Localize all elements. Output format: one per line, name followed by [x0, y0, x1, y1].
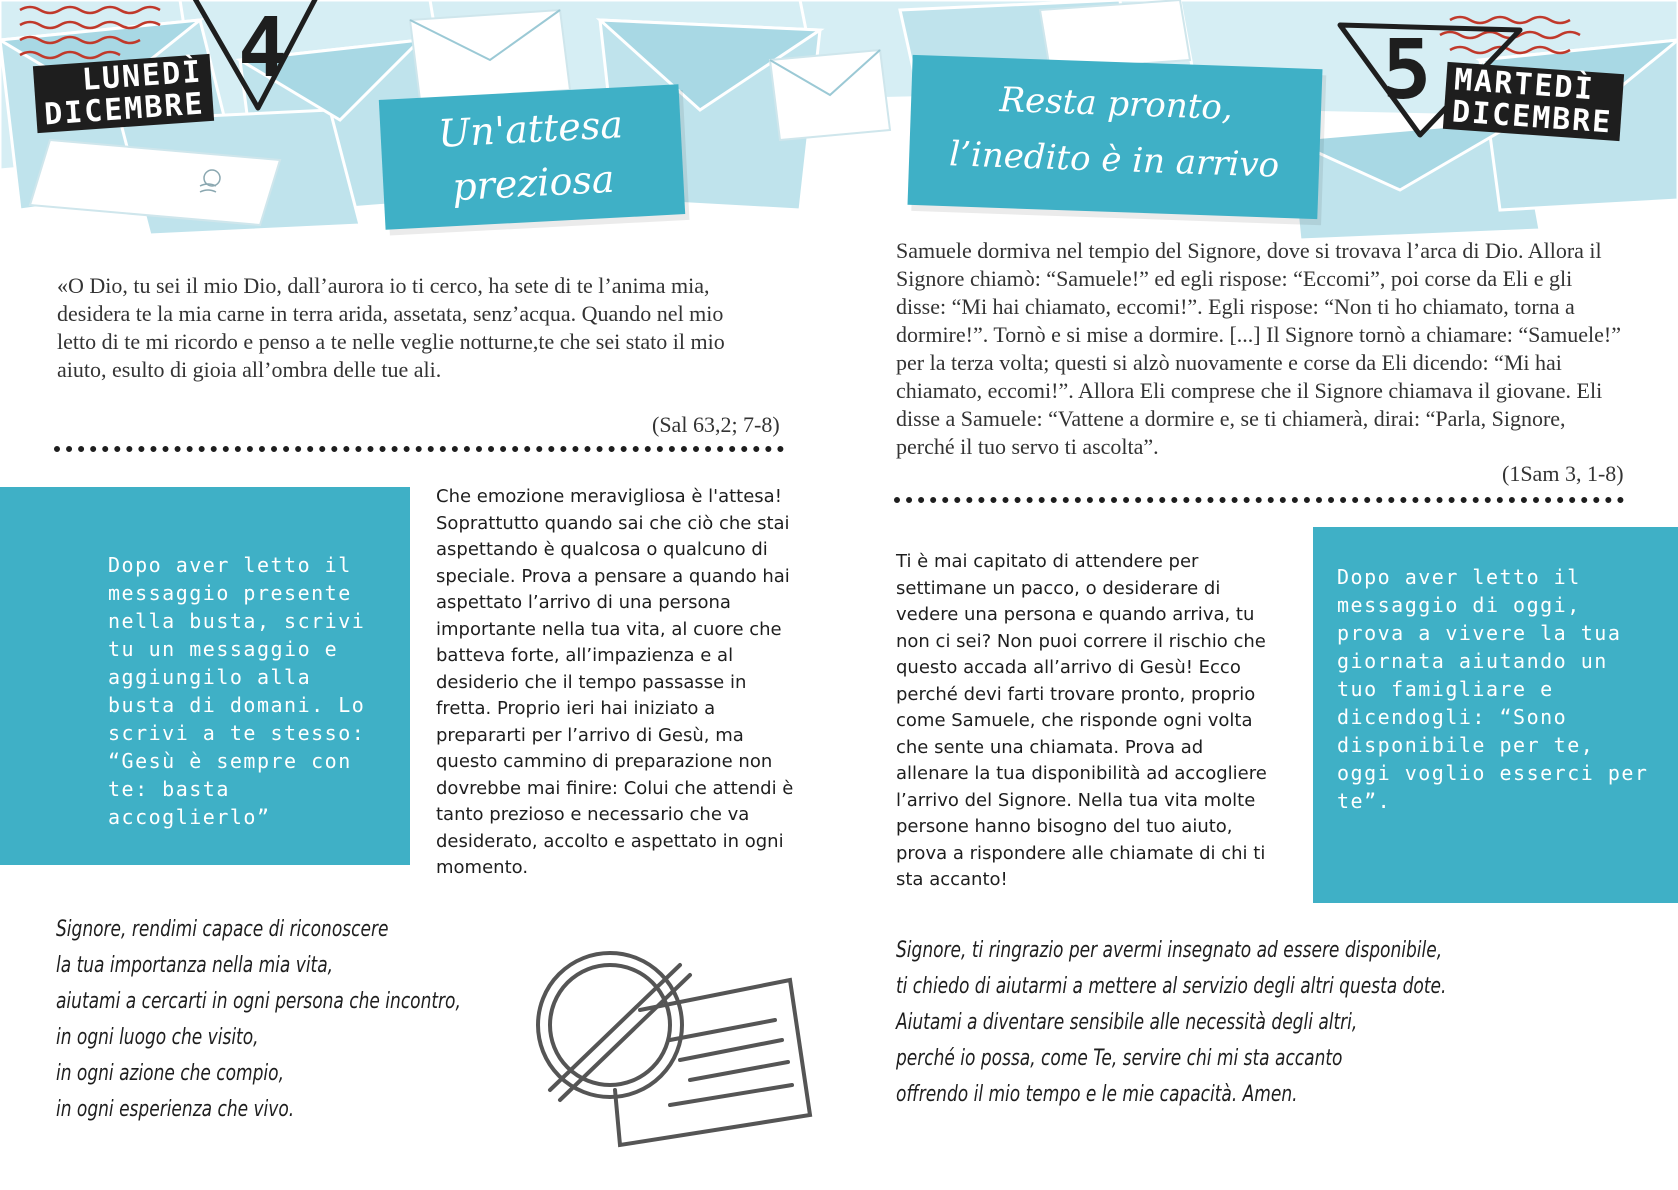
month-left: DICEMBRE [43, 85, 206, 133]
date-label-right [1443, 62, 1624, 141]
prayer-left-line: aiutami a cercarti in ogni persona che incontro, [56, 989, 461, 1014]
prayer-right-line: Aiutami a diventare sensibile alle necessità degli altri, [896, 1010, 1358, 1035]
reflection-left: Che emozione meravigliosa è l'attesa! Soprattutto quando sai che ciò che stai aspettando è qualcosa o qualcuno di speciale. Prova a pensare a quando hai aspettato l’arrivo di una persona importante nella tua vita, al cuore che batteva forte, all’impazienza e al desiderio che il tempo passasse in fretta. Proprio ieri hai iniziato a prepararti per l’arrivo di Gesù, ma questo cammino di preparazione non dovrebbe mai finire: Colui che attendi è tanto prezioso e necessario che va desiderato, accolto e aspettato in ogni momento. [436, 486, 794, 878]
reference-right: (1Sam 3, 1-8) [1502, 461, 1624, 486]
weekday-left: LUNEDÌ [80, 54, 204, 98]
dotted-divider-left [54, 446, 784, 452]
title-right-line2: l’inedito è in arrivo [948, 134, 1280, 186]
title-right-line1: Resta pronto, [998, 79, 1234, 129]
prayer-left-line: in ogni luogo che visito, [56, 1025, 259, 1050]
prayer-left-line: in ogni esperienza che vivo. [56, 1097, 295, 1122]
reference-left: (Sal 63,2; 7-8) [652, 412, 780, 437]
prayer-right [896, 933, 1446, 1113]
day-number-right: 5 [1382, 23, 1432, 118]
title-left-line2: preziosa [451, 156, 616, 210]
day-number-left: 4 [238, 1, 288, 96]
scripture-right: Samuele dormiva nel tempio del Signore, dove si trovava l’arca di Dio. Allora il Signore chiamò: “Samuele!” ed egli rispose: “Eccomi”, poi corse da Eli e gli disse: “Mi hai chiamato, eccomi!”. Egli rispose: “Non ti ho chiamato, torna a dormire!”. Tornò e si mise a dormire. [...] Il Signore tornò a chiamare: “Samuele!” per la terza volta; questi si alzò nuovamente e corse da Eli dicendo: “Mi hai chiamato, eccomi!”. Allora Eli comprese che il Signore chiamava il giovane. Eli disse a Samuele: “Vattene a dormire e, se ti chiamerà, dirai: “Parla, Signore, perché il tuo servo ti ascolta”. [896, 238, 1622, 459]
prayer-left-line: la tua importanza nella mia vita, [56, 953, 334, 978]
dotted-divider-right [894, 497, 1624, 503]
title-left-line1: Un'attesa [437, 102, 624, 156]
prayer-right-line: offrendo il mio tempo e le mie capacità. Amen. [896, 1082, 1298, 1107]
activity-box-right: Dopo aver letto il messaggio di oggi, prova a vivere la tua giornata aiutando un tuo famigliare e dicendogli: “Sono disponibile per te, oggi voglio esserci per te”. [1313, 527, 1678, 903]
month-right: DICEMBRE [1450, 93, 1614, 141]
prayer-left-line: in ogni azione che compio, [56, 1061, 284, 1086]
title-banner-right [908, 55, 1323, 219]
prayer-right-line: perché io possa, come Te, servire chi mi sta accanto [896, 1046, 1343, 1071]
activity-box-left: Dopo aver letto il messaggio presente nella busta, scrivi tu un messaggio e aggiungilo alla busta di domani. Lo scrivi a te stesso: “Gesù è sempre con te: basta accoglierlo” [0, 487, 410, 865]
date-label-left [33, 54, 214, 133]
scripture-left: «O Dio, tu sei il mio Dio, dall’aurora io ti cerco, ha sete di te l’anima mia, desidera te la mia carne in terra arida, assetata, senz’acqua. Quando nel mio letto di te mi ricordo e penso a te nelle veglie notturne,te che sei stato il mio aiuto, esulto di gioia all’ombra delle tue ali. [57, 273, 725, 382]
postmark-stamp-icon [520, 940, 820, 1160]
title-banner-left [379, 84, 685, 230]
prayer-right-line: ti chiedo di aiutarmi a mettere al servizio degli altri questa dote. [896, 974, 1447, 999]
reflection-right: Ti è mai capitato di attendere per settimane un pacco, o desiderare di vedere una persona e quando arriva, tu non ci sei? Non puoi correre il rischio che questo accada all’arrivo di Gesù! Ecco perché devi farti trovare pronto, proprio come Samuele, che risponde ogni volta che sente una chiamata. Prova ad allenare la tua disponibilità ad accogliere l’arrivo del Signore. Nella tua vita molte persone hanno bisogno del tuo aiuto, prova a rispondere alle chiamate di chi ti sta accanto! [896, 551, 1267, 890]
prayer-left [56, 912, 461, 1128]
weekday-right: MARTEDÌ [1453, 62, 1596, 108]
prayer-left-line: Signore, rendimi capace di riconoscere [56, 917, 389, 942]
prayer-right-line: Signore, ti ringrazio per avermi insegnato ad essere disponibile, [896, 938, 1443, 963]
